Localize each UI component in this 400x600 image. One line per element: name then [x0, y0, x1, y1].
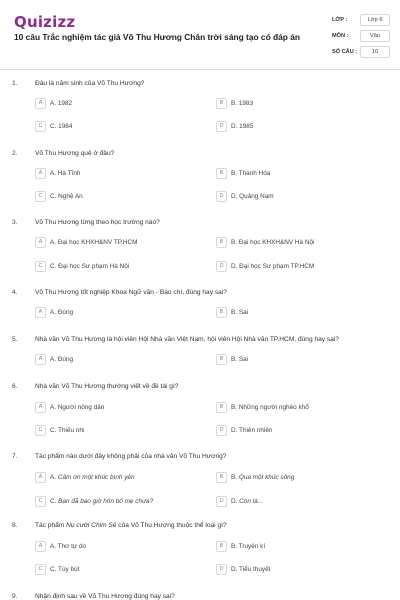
option-text: A. Người nông dân	[50, 404, 105, 411]
work-title: Nụ cười Chim Sẻ	[66, 522, 117, 529]
option-text: D. 1985	[231, 123, 254, 130]
option-text: A. Đại học KHXH&NV TP.HCM	[50, 239, 138, 246]
option-letter: B	[216, 472, 227, 483]
option-text	[231, 498, 263, 505]
header-divider	[0, 69, 400, 70]
worksheet-title: 10 câu Trắc nghiệm tác giả Võ Thu Hương Chân trời sáng tạo có đáp án	[14, 32, 301, 42]
worksheet-header	[0, 0, 400, 66]
option-prefix: B.	[231, 474, 239, 481]
option-letter: B	[216, 402, 227, 413]
question-number: 9.	[12, 593, 18, 600]
option-letter: B	[216, 168, 227, 179]
question-number: 5.	[12, 336, 18, 343]
option-letter: A	[35, 98, 46, 109]
option-letter: D	[216, 261, 227, 272]
option-text: D. Thiên nhiên	[231, 427, 273, 434]
option-text	[231, 474, 294, 481]
option-text: A. 1982	[50, 100, 73, 107]
option-text: B. Sai	[231, 309, 249, 316]
option-text	[50, 474, 135, 481]
option-prefix: A.	[50, 474, 58, 481]
option-letter: B	[216, 237, 227, 248]
option-text: B. Sai	[231, 356, 249, 363]
question-text: Nhận định sau về Võ Thu Hương đúng hay sai?	[35, 593, 175, 600]
option-text: A. Đúng	[50, 356, 74, 363]
question-text: Võ Thu Hương tốt nghiệp Khoa Ngữ văn - Báo chí, đúng hay sai?	[35, 289, 227, 296]
option-letter: B	[216, 307, 227, 318]
option-letter: A	[35, 354, 46, 365]
option-letter: C	[35, 564, 46, 575]
option-text: C. Nghệ An	[50, 193, 83, 200]
option-letter: D	[216, 425, 227, 436]
option-title: Qua một khúc sông	[238, 474, 295, 481]
option-prefix: D.	[231, 498, 240, 505]
subject-value: Văn	[360, 30, 390, 42]
option-title: Bạn đã bao giờ hôn bố mẹ chưa?	[58, 498, 154, 505]
question-number: 6.	[12, 383, 18, 390]
option-letter: B	[216, 354, 227, 365]
option-letter: B	[216, 98, 227, 109]
option-letter: A	[35, 472, 46, 483]
question-count-value: 10	[360, 46, 390, 58]
option-text: B. Đại học KHXH&NV Hà Nội	[231, 239, 315, 246]
question-text: Võ Thu Hương quê ở đâu?	[35, 150, 115, 157]
question-number: 7.	[12, 453, 18, 460]
grade-value: Lớp 6	[360, 14, 390, 26]
option-text	[50, 498, 153, 505]
meta-row-subject	[332, 30, 390, 44]
option-letter: A	[35, 541, 46, 552]
option-title: Con là...	[239, 498, 263, 505]
option-text: D. Tiểu thuyết	[231, 566, 271, 573]
option-letter: D	[216, 496, 227, 507]
option-letter: D	[216, 121, 227, 132]
option-letter: C	[35, 496, 46, 507]
quizizz-logo[interactable]: Quizizz	[14, 13, 76, 31]
subject-label: MÔN :	[332, 33, 349, 39]
option-text: C. Đại học Sư phạm Hà Nội	[50, 263, 130, 270]
option-text: A. Thơ tự do	[50, 543, 87, 550]
question-count-label: SỐ CÂU :	[332, 49, 358, 55]
option-letter: D	[216, 191, 227, 202]
option-letter: A	[35, 168, 46, 179]
option-text: B. Những người nghèo khổ	[231, 404, 309, 411]
question-text-before: Tác phẩm	[35, 522, 67, 529]
option-letter: A	[35, 307, 46, 318]
option-letter: C	[35, 191, 46, 202]
option-prefix: C.	[50, 498, 59, 505]
option-text: D. Quảng Nam	[231, 193, 274, 200]
question-text: Đâu là năm sinh của Võ Thu Hương?	[35, 80, 145, 87]
question-text: Võ Thu Hương từng theo học trường nào?	[35, 219, 160, 226]
question-number: 1.	[12, 80, 18, 87]
question-text: Nhà văn Võ Thu Hương thường viết về đề tài gì?	[35, 383, 179, 390]
option-text: B. Truyện kí	[231, 543, 266, 550]
question-number: 2.	[12, 150, 18, 157]
option-letter: C	[35, 261, 46, 272]
question-number: 3.	[12, 219, 18, 226]
meta-row-grade	[332, 14, 390, 28]
option-text: D. Đại học Sư phạm TP.HCM	[231, 263, 315, 270]
option-text: C. Thiếu nhi	[50, 427, 85, 434]
question-text: Tác phẩm nào dưới đây không phải của nhà văn Võ Thu Hương?	[35, 453, 227, 460]
option-text: A. Hà Tĩnh	[50, 170, 81, 177]
worksheet-meta	[332, 14, 390, 62]
meta-row-count	[332, 46, 390, 60]
option-letter: A	[35, 237, 46, 248]
option-letter: C	[35, 425, 46, 436]
question-text: Nhà văn Võ Thu Hương là hội viên Hội Nhà văn Việt Nam, hội viên Hội Nhà văn TP.HCM, đúng hay sai?	[35, 336, 340, 343]
option-letter: D	[216, 564, 227, 575]
option-text: C. Tùy bút	[50, 566, 80, 573]
option-letter: C	[35, 121, 46, 132]
option-text: A. Đúng	[50, 309, 74, 316]
option-text: C. 1984	[50, 123, 73, 130]
option-text: B. 1983	[231, 100, 254, 107]
question-text-after: của Võ Thu Hương thuộc thể loại gì?	[116, 522, 227, 529]
question-text	[35, 522, 385, 529]
question-number: 4.	[12, 289, 18, 296]
question-number: 8.	[12, 522, 18, 529]
option-text: B. Thanh Hóa	[231, 170, 271, 177]
option-letter: A	[35, 402, 46, 413]
option-title: Cảm ơn một khúc bình yên	[57, 474, 135, 481]
grade-label: LỚP :	[332, 17, 348, 23]
option-letter: B	[216, 541, 227, 552]
